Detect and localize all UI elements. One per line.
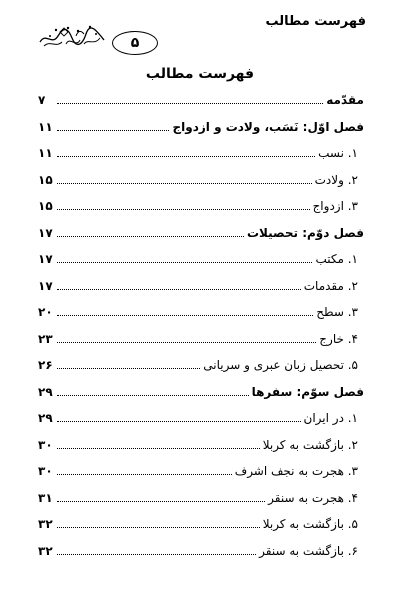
toc-entry-label: ۱. نسب bbox=[318, 146, 358, 160]
dot-leader bbox=[57, 235, 244, 237]
toc-entry-label: ۵. بازگشت به کربلا bbox=[262, 517, 358, 531]
toc-entry-label: ۲. مقدمات bbox=[303, 278, 358, 293]
toc-entry-label: ۶. بازگشت به سنقر bbox=[259, 543, 358, 558]
dot-leader bbox=[57, 155, 315, 157]
dot-leader bbox=[57, 102, 323, 104]
toc-entry-page: ۲۰ bbox=[38, 305, 53, 319]
dot-leader bbox=[57, 473, 232, 475]
toc-section-entry bbox=[38, 141, 364, 161]
page-number-badge bbox=[112, 31, 158, 55]
toc-entry-page: ۷ bbox=[38, 93, 46, 107]
toc-section-entry bbox=[38, 433, 364, 453]
toc-entry-label: ۳. سطح bbox=[316, 305, 358, 319]
toc-entry-page: ۱۱ bbox=[38, 146, 53, 160]
toc-section-entry bbox=[38, 486, 364, 506]
toc-entry-label: فصل اوّل: نَسَب، ولادت و ازدواج bbox=[172, 119, 364, 134]
dot-leader bbox=[57, 526, 260, 528]
dot-leader bbox=[57, 314, 313, 316]
toc-entry-page: ۱۵ bbox=[38, 199, 53, 213]
dot-leader bbox=[57, 420, 301, 422]
toc-chapter-entry bbox=[38, 115, 364, 135]
dot-leader bbox=[57, 341, 316, 343]
toc-section-entry bbox=[38, 512, 364, 532]
calligraphy-ornament-icon bbox=[38, 22, 108, 52]
dot-leader bbox=[57, 182, 312, 184]
toc-title: فهرست مطالب bbox=[145, 66, 255, 82]
toc-chapter-entry bbox=[38, 221, 364, 241]
toc-chapter-entry bbox=[38, 380, 364, 400]
toc-section-entry bbox=[38, 274, 364, 294]
running-head: فهرست مطالب bbox=[265, 14, 366, 29]
toc-section-entry bbox=[38, 300, 364, 320]
page-number: ۵ bbox=[130, 35, 140, 51]
toc-entry-label: ۴. هجرت به سنقر bbox=[268, 490, 358, 505]
dot-leader bbox=[57, 208, 310, 210]
toc-entry-label: ۳. ازدواج bbox=[312, 199, 358, 213]
toc-entry-label: ۵. تحصیل زبان عبری و سریانی bbox=[203, 358, 358, 372]
dot-leader bbox=[57, 394, 249, 396]
toc-entry-label: فصل سوّم: سفرها bbox=[251, 384, 364, 399]
dot-leader bbox=[57, 553, 256, 555]
toc-chapter-entry bbox=[38, 88, 364, 108]
dot-leader bbox=[57, 367, 200, 369]
toc-entry-page: ۲۳ bbox=[38, 331, 53, 346]
toc-entry-label: ۱. در ایران bbox=[303, 411, 358, 425]
toc-entry-label: ۴. خارج bbox=[319, 331, 358, 346]
toc-section-entry bbox=[38, 194, 364, 214]
toc-entry-label: مقدّمه bbox=[326, 93, 364, 107]
dot-leader bbox=[57, 447, 260, 449]
toc-entry-page: ۱۵ bbox=[38, 172, 53, 187]
toc-section-entry bbox=[38, 327, 364, 347]
toc-entry-page: ۳۲ bbox=[38, 543, 53, 558]
dot-leader bbox=[57, 500, 265, 502]
toc-entry-page: ۳۲ bbox=[38, 517, 53, 531]
toc-entry-page: ۳۱ bbox=[38, 490, 53, 505]
toc-entry-page: ۱۷ bbox=[38, 278, 53, 293]
dot-leader bbox=[57, 288, 301, 290]
toc-section-entry bbox=[38, 406, 364, 426]
dot-leader bbox=[57, 129, 169, 131]
toc-entry-page: ۳۰ bbox=[38, 437, 53, 452]
toc-entry-label: ۳. هجرت به نجف اشرف bbox=[234, 464, 358, 478]
toc-section-entry bbox=[38, 247, 364, 267]
toc-entry-page: ۱۱ bbox=[38, 119, 53, 134]
toc-section-entry bbox=[38, 539, 364, 559]
toc-entry-page: ۲۶ bbox=[38, 358, 53, 372]
toc-entry-page: ۱۷ bbox=[38, 252, 53, 266]
toc-section-entry bbox=[38, 168, 364, 188]
toc-section-entry bbox=[38, 353, 364, 373]
toc-entry-label: ۲. ولادت bbox=[314, 172, 358, 187]
toc-entry-label: فصل دوّم: تحصیلات bbox=[246, 225, 364, 240]
toc-entry-page: ۲۹ bbox=[38, 384, 53, 399]
toc-entry-label: ۲. بازگشت به کربلا bbox=[262, 437, 358, 452]
toc-entry-label: ۱. مکتب bbox=[315, 252, 358, 266]
toc-entry-page: ۲۹ bbox=[38, 411, 53, 425]
toc-entry-page: ۱۷ bbox=[38, 225, 53, 240]
toc-entry-page: ۳۰ bbox=[38, 464, 53, 478]
dot-leader bbox=[57, 261, 312, 263]
toc-section-entry bbox=[38, 459, 364, 479]
